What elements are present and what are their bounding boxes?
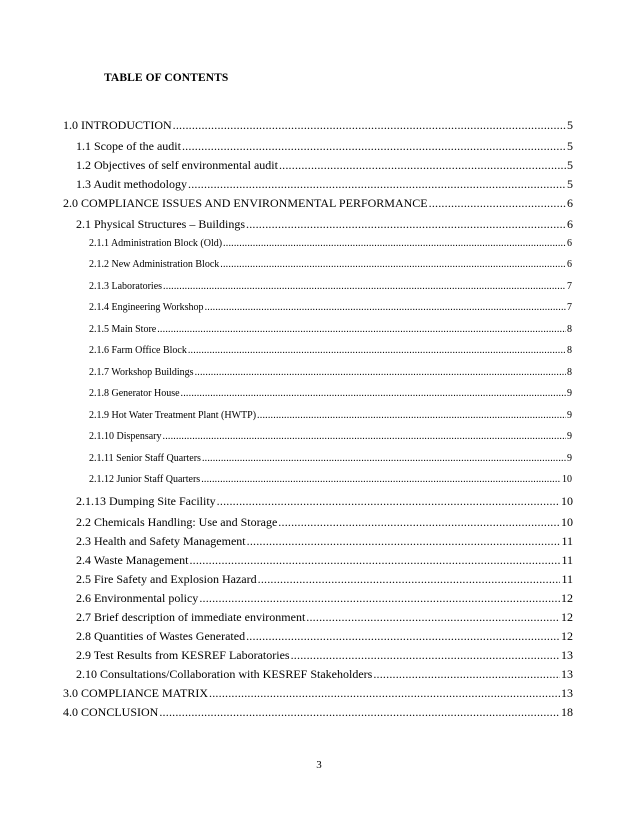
toc-leader-dots (159, 705, 560, 719)
toc-leader-dots (181, 387, 566, 401)
toc-leader-dots (373, 667, 560, 681)
toc-entry-text: 2.1.9 Hot Water Treatment Plant (HWTP) (89, 410, 257, 421)
toc-leader-dots (209, 686, 560, 700)
toc-entry-text: 2.10 Consultations/Collaboration with KESREF Stakeholders (76, 667, 373, 681)
toc-entry-page: 5 (567, 177, 573, 191)
page-number: 3 (316, 759, 322, 771)
toc-entry[interactable] (89, 473, 572, 487)
toc-leader-dots (220, 258, 566, 272)
toc-entry-page: 11 (561, 572, 573, 586)
toc-entry-page: 11 (561, 534, 573, 548)
toc-leader-dots (257, 409, 566, 423)
toc-entry-text: 2.1.13 Dumping Site Facility (76, 494, 216, 508)
toc-entry-text: 2.1.12 Junior Staff Quarters (89, 474, 201, 485)
toc-entry-text: 2.8 Quantities of Wastes Generated (76, 629, 246, 643)
toc-leader-dots (246, 629, 560, 643)
toc-entry-page: 11 (561, 553, 573, 567)
toc-leader-dots (163, 430, 567, 444)
toc-entry-page: 6 (567, 259, 572, 270)
toc-entry-text: 2.4 Waste Management (76, 553, 189, 567)
toc-entry-page: 6 (567, 217, 573, 231)
toc-entry-page: 5 (567, 139, 573, 153)
toc-entry-page: 8 (567, 345, 572, 356)
toc-leader-dots (173, 118, 566, 132)
toc-entry-text: 4.0 CONCLUSION (63, 705, 159, 719)
toc-entry[interactable] (76, 572, 573, 586)
toc-leader-dots (246, 217, 566, 231)
toc-entry-text: 2.5 Fire Safety and Explosion Hazard (76, 572, 257, 586)
toc-entry-text: 2.3 Health and Safety Management (76, 534, 246, 548)
toc-entry-text: 2.7 Brief description of immediate environment (76, 610, 306, 624)
toc-title: TABLE OF CONTENTS (104, 72, 229, 84)
toc-entry-page: 7 (567, 281, 572, 292)
toc-entry-text: 2.1.5 Main Store (89, 324, 157, 335)
toc-entry-page: 10 (561, 494, 573, 508)
toc-entry[interactable] (76, 591, 573, 605)
toc-entry-page: 8 (567, 367, 572, 378)
toc-entry-text: 2.1.3 Laboratories (89, 281, 163, 292)
toc-entry-page: 10 (561, 515, 573, 529)
toc-entry-text: 2.9 Test Results from KESREF Laboratories (76, 648, 290, 662)
toc-entry-text: 1.0 INTRODUCTION (63, 118, 172, 132)
toc-entry-text: 2.1.6 Farm Office Block (89, 345, 187, 356)
toc-entry-page: 13 (561, 648, 573, 662)
toc-entry[interactable] (89, 387, 572, 401)
toc-entry-text: 1.3 Audit methodology (76, 177, 187, 191)
toc-entry-text: 2.1.4 Engineering Workshop (89, 302, 204, 313)
toc-entry-text: 3.0 COMPLIANCE MATRIX (63, 686, 209, 700)
toc-entry[interactable] (89, 409, 572, 423)
toc-entry[interactable] (63, 686, 573, 700)
toc-entry-page: 6 (567, 196, 573, 210)
toc-entry-text: 2.1.1 Administration Block (Old) (89, 238, 223, 249)
toc-leader-dots (188, 177, 566, 191)
toc-leader-dots (201, 473, 561, 487)
toc-entry[interactable] (76, 494, 573, 508)
toc-entry[interactable] (63, 705, 573, 719)
toc-entry[interactable] (76, 667, 573, 681)
toc-leader-dots (429, 196, 566, 210)
toc-leader-dots (279, 158, 566, 172)
toc-entry[interactable] (89, 366, 572, 380)
toc-entry[interactable] (89, 237, 572, 251)
toc-entry-text: 2.1.2 New Administration Block (89, 259, 220, 270)
toc-entry[interactable] (89, 280, 572, 294)
toc-leader-dots (199, 591, 560, 605)
toc-entry[interactable] (76, 610, 573, 624)
toc-leader-dots (223, 237, 566, 251)
toc-leader-dots (182, 139, 566, 153)
toc-entry-text: 2.1 Physical Structures – Buildings (76, 217, 245, 231)
toc-entry[interactable] (76, 139, 573, 153)
toc-entry[interactable] (76, 515, 573, 529)
toc-entry-text: 1.1 Scope of the audit (76, 139, 181, 153)
toc-entry-text: 2.1.7 Workshop Buildings (89, 367, 194, 378)
toc-leader-dots (202, 452, 566, 466)
toc-entry[interactable] (89, 452, 572, 466)
toc-entry-page: 5 (567, 118, 573, 132)
toc-entry[interactable] (76, 534, 573, 548)
toc-entry-text: 2.6 Environmental policy (76, 591, 199, 605)
toc-entry[interactable] (89, 323, 572, 337)
toc-leader-dots (157, 323, 566, 337)
toc-entry-page: 12 (561, 610, 573, 624)
toc-entry[interactable] (63, 196, 573, 210)
toc-leader-dots (258, 572, 561, 586)
toc-leader-dots (291, 648, 560, 662)
toc-entry-page: 13 (561, 667, 573, 681)
toc-entry-page: 9 (567, 453, 572, 464)
toc-entry-page: 12 (561, 591, 573, 605)
toc-entry-page: 10 (562, 474, 572, 485)
toc-entry-page: 7 (567, 302, 572, 313)
toc-entry[interactable] (76, 553, 573, 567)
toc-entry-text: 2.0 COMPLIANCE ISSUES AND ENVIRONMENTAL PERFORMANCE (63, 196, 428, 210)
toc-leader-dots (163, 280, 566, 294)
toc-entry-text: 1.2 Objectives of self environmental audit (76, 158, 278, 172)
toc-entry-page: 8 (567, 324, 572, 335)
toc-entry[interactable] (89, 430, 572, 444)
toc-entry[interactable] (89, 258, 572, 272)
toc-entry-text: 2.2 Chemicals Handling: Use and Storage (76, 515, 278, 529)
toc-leader-dots (306, 610, 560, 624)
toc-entry[interactable] (76, 177, 573, 191)
toc-entry-text: 2.1.11 Senior Staff Quarters (89, 453, 201, 464)
toc-entry-page: 18 (561, 705, 573, 719)
toc-entry-page: 12 (561, 629, 573, 643)
toc-entry-page: 9 (567, 431, 572, 442)
toc-entry-page: 6 (567, 238, 572, 249)
toc-leader-dots (189, 553, 560, 567)
toc-entry[interactable] (76, 648, 573, 662)
toc-leader-dots (188, 344, 566, 358)
toc-entry[interactable] (76, 629, 573, 643)
toc-entry[interactable] (63, 118, 573, 132)
toc-entry-page: 13 (561, 686, 573, 700)
toc-leader-dots (217, 494, 560, 508)
toc-entry[interactable] (89, 301, 572, 315)
toc-leader-dots (195, 366, 566, 380)
toc-entry-text: 2.1.10 Dispensary (89, 431, 162, 442)
toc-leader-dots (247, 534, 561, 548)
toc-entry-page: 5 (567, 158, 573, 172)
toc-entry[interactable] (76, 217, 573, 231)
toc-leader-dots (278, 515, 560, 529)
toc-entry-page: 9 (567, 410, 572, 421)
toc-entry[interactable] (89, 344, 572, 358)
toc-entry-page: 9 (567, 388, 572, 399)
toc-leader-dots (205, 301, 566, 315)
toc-entry-text: 2.1.8 Generator House (89, 388, 180, 399)
toc-entry[interactable] (76, 158, 573, 172)
